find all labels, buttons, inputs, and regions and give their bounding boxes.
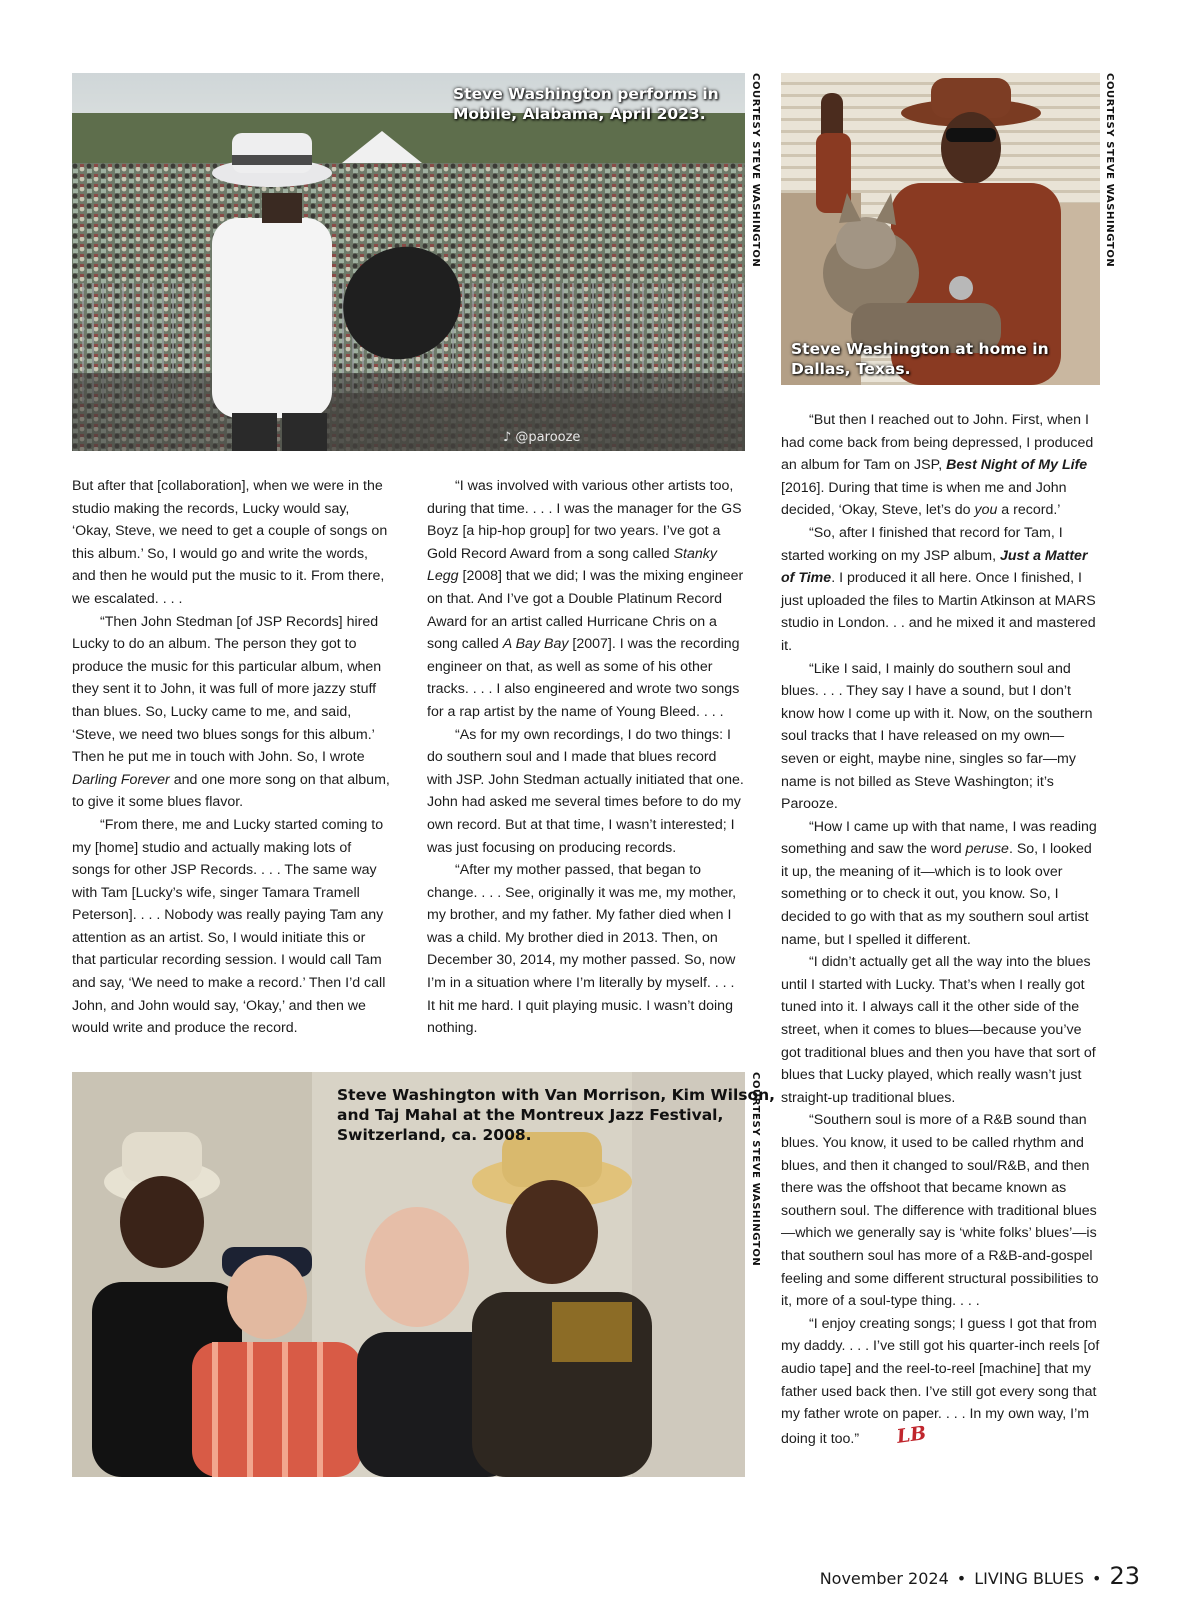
caption-dallas [791, 339, 1049, 379]
caption-mobile-line: Mobile, Alabama, April 2023. [453, 105, 706, 123]
caption-mobile-line: Steve Washington performs in [453, 85, 719, 103]
italic-title: peruse [965, 841, 1009, 858]
paragraph-text: “So, after I finished that record for Tam, I started working on my JSP album, [781, 524, 1063, 564]
paragraph-text: a record.’ [997, 502, 1061, 519]
caption-montreux-line: and Taj Mahal at the Montreux Jazz Festival, [337, 1106, 724, 1124]
paragraph-text: “As for my own recordings, I do two things: I do southern soul and I made that blues record with JSP. John Stedman actually initiated that one. John had asked me several times before to do my own record. But at that time, I wasn’t interested; I was just focusing on producing records. [427, 726, 744, 856]
photo-mobile-performance [72, 73, 745, 451]
paragraph-text: and one more song on that album, to give it some blues flavor. [72, 771, 390, 811]
paragraph-text: “I enjoy creating songs; I guess I got that from my daddy. . . . I’ve still got his quarter-inch reels [of audio tape] and the reel-to-reel [machine] that my father used back then. I’ve still got every song that my father wrote on paper. . . . In my own way, I’m doing it too.” [781, 1315, 1100, 1447]
paragraph-text: . I produced it all here. Once I finished, I just uploaded the files to Martin Atkinson at MARS studio in London. . . and he mixed it and mastered it. [781, 570, 1096, 654]
page-footer [820, 1562, 1140, 1590]
paragraph-text: [2008] that we did; I was the mixing engineer on that. And I’ve got a Double Platinum Record Award for an artist called Hurricane Chris on a song called [427, 568, 744, 653]
album-title: Best Night of My Life [946, 457, 1088, 474]
footer-issue-date: November 2024 [819, 1569, 949, 1588]
paragraph-text: “After my mother passed, that began to change. . . . See, originally it was me, my mother, my brother, and my father. My father died when I was a child. My brother died in 2013. Then, on December 30, 2014, my mother passed. So, now I’m in a situation where I’m literally by myself. . . . It hit me hard. I quit playing music. I wasn’t doing nothing. [427, 862, 737, 1037]
article-column-middle [427, 475, 745, 1040]
italic-title: you [974, 502, 998, 519]
photo-watermark: ♪ @parooze [503, 430, 581, 445]
paragraph-text: [2016]. During that time is when me and John decided, ‘Okay, Steve, let’s do [781, 479, 1067, 519]
paragraph-text: [2007]. I was the recording engineer on that, as well as some of his other tracks. . . . I also engineered and wrote two songs for a rap artist by the name of Young Bleed. . . . [427, 636, 740, 720]
article-paragraph [781, 1313, 1100, 1451]
photo-mobile-image [72, 73, 745, 451]
article-paragraph [781, 522, 1100, 658]
caption-montreux-line: Switzerland, ca. 2008. [337, 1126, 532, 1144]
footer-separator: • [1092, 1569, 1102, 1588]
caption-montreux [337, 1085, 775, 1145]
italic-title: A Bay Bay [502, 636, 569, 653]
article-paragraph [781, 816, 1100, 952]
article-paragraph [781, 951, 1100, 1109]
article-paragraph [72, 814, 392, 1040]
article-paragraph [427, 475, 745, 724]
paragraph-text: “But then I reached out to John. First, when I had come back from being depressed, I produced an album for Tam on JSP, [781, 412, 1094, 474]
paragraph-text: “I was involved with various other artists too, during that time. . . . I was the manager for the GS Boyz [a hip-hop group] for two years. I’ve got a Gold Record Award from a song called [427, 478, 742, 562]
credit-dallas: COURTESY STEVE WASHINGTON [1104, 73, 1115, 268]
article-paragraph [781, 658, 1100, 816]
credit-montreux: COURTESY STEVE WASHINGTON [750, 1072, 761, 1267]
paragraph-text: “How I came up with that name, I was reading something and saw the word [781, 818, 1097, 858]
article-paragraph [427, 859, 745, 1040]
italic-title: Stanky Legg [427, 545, 717, 585]
paragraph-text: “From there, me and Lucky started coming to my [home] studio and actually making lots of songs for other JSP Records. . . . The same way with Tam [Lucky’s wife, singer Tamara Tramell Peterson]. . . . Nobody was really paying Tam any attention as an artist. So, I would initiate this or that particular recording session. I would call Tam and say, ‘We need to make a record.’ Then I’d call John, and John would say, ‘Okay,’ and then we would write and produce the record. [72, 816, 386, 1037]
paragraph-text: But after that [collaboration], when we were in the studio making the records, Lucky would say, ‘Okay, Steve, we need to get a couple of songs on this album.’ So, I would go and write the words, and then he would put the music to it. From there, we escalated. . . . [72, 478, 388, 607]
page-number: 23 [1109, 1562, 1140, 1590]
paragraph-text: “Southern soul is more of a R&B sound than blues. You know, it used to be called rhythm and blues, and then it changed to soul/R&B, and then there was the offshoot that became known as southern soul. The difference with traditional blues—which we generally say is ‘white folks’ blues’—is that southern soul has more of a R&B-and-gospel feeling and some different structural possibilities to it, more of a soul-type thing. . . . [781, 1112, 1099, 1310]
article-paragraph [781, 1109, 1100, 1312]
caption-montreux-line: Steve Washington with Van Morrison, Kim Wilson, [337, 1086, 776, 1104]
footer-magazine-name: LIVING BLUES [974, 1569, 1085, 1588]
living-blues-end-mark-icon: LB [895, 1421, 928, 1448]
paragraph-text: “Then John Stedman [of JSP Records] hired Lucky to do an album. The person they got to produce the music for this particular album, when they sent it to John, it was full of more jazzy stuff than blues. So, Lucky came to me, and said, ‘Steve, we need two blues songs for this album.’ Then he put me in touch with John. So, I wrote [72, 613, 382, 766]
caption-dallas-line: Steve Washington at home in [791, 340, 1049, 358]
credit-mobile: COURTESY STEVE WASHINGTON [750, 73, 761, 268]
caption-mobile [453, 84, 719, 124]
album-title: Just a Matter of Time [781, 547, 1088, 587]
caption-dallas-line: Dallas, Texas. [791, 360, 911, 378]
paragraph-text: “Like I said, I mainly do southern soul and blues. . . . They say I have a sound, but I don’t know how I come up with it. Now, on the southern soul tracks that I have released on my own— seven or eight, maybe nine, singles so far—my name is not billed as Steve Washington; it’s Parooze. [781, 660, 1093, 813]
paragraph-text: “I didn’t actually get all the way into the blues until I started with Lucky. That’s when I really got tuned into it. I always call it the other side of the street, when it comes to blues—because you’ve got traditional blues and then you have that sort of blues that Lucky played, which really wasn’t just straight-up traditional blues. [781, 954, 1096, 1106]
article-column-left [72, 475, 392, 1040]
article-paragraph [72, 611, 392, 814]
paragraph-text: . So, I looked it up, the meaning of it—which is to look over something or to check it out, you know. So, I decided to go with that as my southern soul artist name, but I spelled it different. [781, 841, 1092, 948]
article-paragraph [781, 409, 1100, 522]
italic-title: Darling Forever [72, 771, 170, 788]
article-column-right [781, 409, 1100, 1450]
article-paragraph [427, 724, 745, 860]
article-paragraph [72, 475, 392, 611]
footer-separator: • [956, 1569, 967, 1588]
